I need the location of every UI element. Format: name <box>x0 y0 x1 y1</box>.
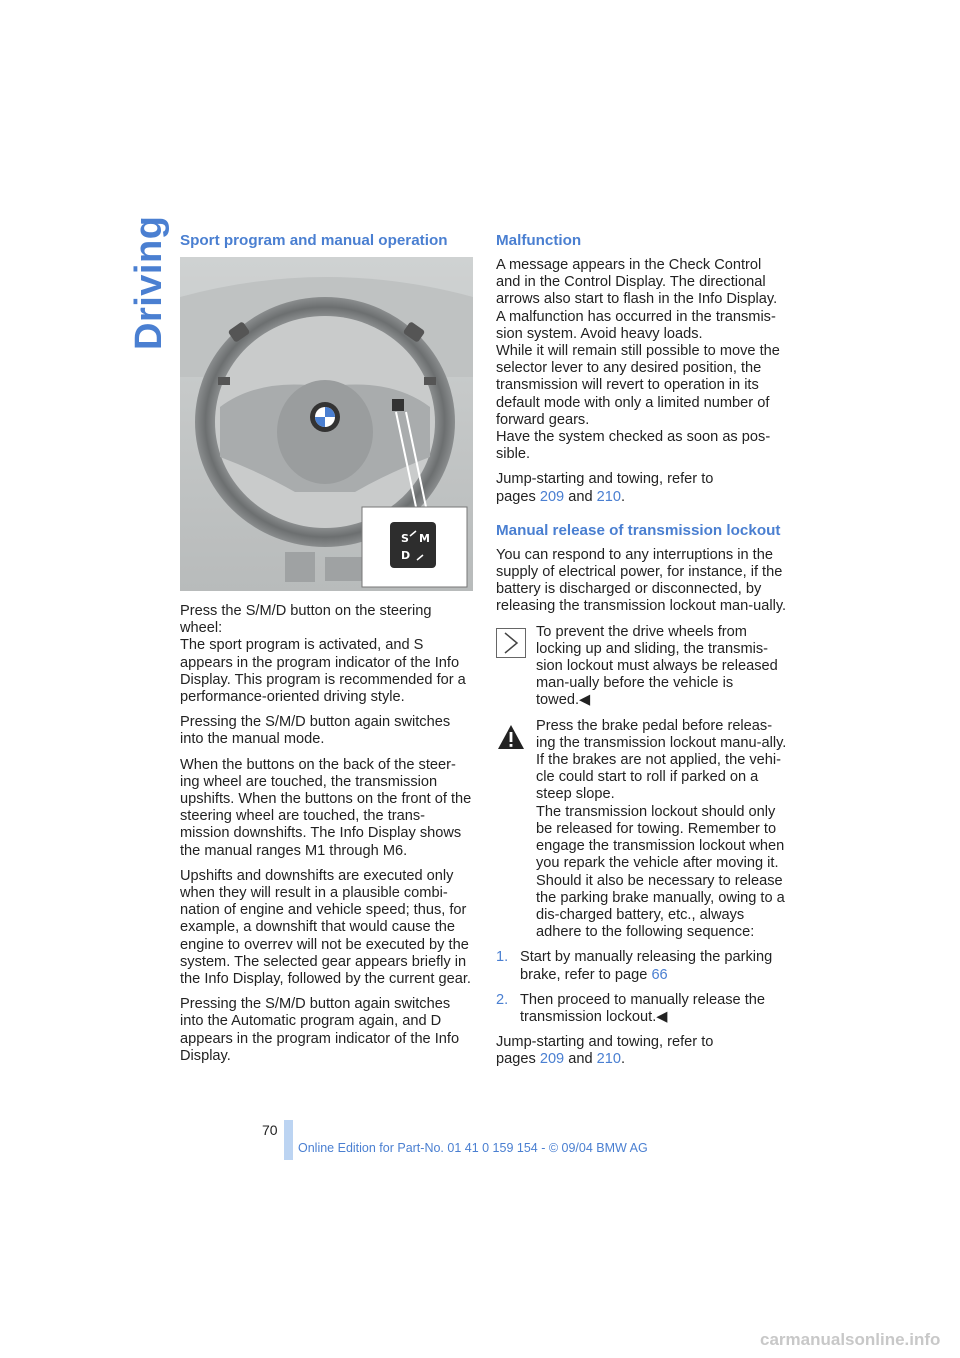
steering-wheel-illustration <box>180 257 473 591</box>
page-link-209[interactable]: 209 <box>539 1051 565 1068</box>
page-link-210[interactable]: 210 <box>596 1051 622 1068</box>
paragraph: Pressing the S/M/D button again switches into the manual mode. <box>180 714 451 748</box>
page-link-210[interactable]: 210 <box>596 488 622 505</box>
and-word: and <box>568 488 593 505</box>
jump-start-reference <box>496 1034 789 1068</box>
right-column <box>496 232 789 1077</box>
heading-manual-release: Manual release of transmission lockout <box>496 521 781 539</box>
jump-start-reference <box>496 471 789 505</box>
warning-block <box>496 718 789 942</box>
pages-word: pages <box>496 488 536 505</box>
edition-text: Online Edition for Part-No. 01 41 0 159 154 - © 09/04 BMW AG <box>298 1141 648 1155</box>
section-tab-label: Driving <box>128 215 170 350</box>
paragraph: Upshifts and downshifts are executed only when they will result in a plausible combi-nation of engine and vehicle speed; thus, for example, a downshift that would cause the engine to overrev will not be executed by the system. The selected gear appears briefly in the Info Display, followed by the current gear. <box>180 867 471 988</box>
svg-text:M: M <box>419 532 430 545</box>
period: . <box>621 488 626 505</box>
watermark: carmanualsonline.info <box>760 1330 941 1349</box>
svg-text:S: S <box>401 532 409 545</box>
footer-bar <box>284 1120 293 1160</box>
paragraph: Press the S/M/D button on the steering wheel: The sport program is activated, and S appears in the program indicator of the Info Display. This program is recommended for a performance-oriented driving style. <box>180 603 466 706</box>
heading-sport-program: Sport program and manual operation <box>180 232 448 249</box>
warning-text: Press the brake pedal before releas-ing the transmission lockout manu-ally. If the brakes are not applied, the vehi-cle could start to roll if parked on a steep slope. The transmission lockout should only be released for towing. Remember to engage the transmission lockout when you repark the vehicle after moving it. Should it also be necessary to release the parking brake manually, owing to a dis-charged battery, etc., always adhere to the following sequence: <box>536 717 787 941</box>
note-arrow-icon <box>496 628 526 658</box>
page-link-66[interactable]: 66 <box>651 966 668 983</box>
list-item <box>496 992 789 1026</box>
jump-start-text: Jump-starting and towing, refer to <box>496 471 714 488</box>
release-text: You can respond to any interruptions in the supply of electrical power, for instance, if the battery is discharged or disconnected, by releasing the transmission lockout man-ually. <box>496 546 787 615</box>
list-item <box>496 949 789 983</box>
steering-wheel-figure <box>180 257 473 591</box>
pages-word: pages <box>496 1051 536 1068</box>
note-text: To prevent the drive wheels from locking up and sliding, the transmis-sion lockout must always be released man-ually before the vehicle is towed.◀ <box>536 623 778 709</box>
heading-malfunction: Malfunction <box>496 232 582 249</box>
jump-start-text: Jump-starting and towing, refer to <box>496 1034 714 1051</box>
and-word: and <box>568 1051 593 1068</box>
step-number: 1. <box>496 949 509 966</box>
step-text: Start by manually releasing the parking brake, refer to page <box>520 949 773 983</box>
period: . <box>621 1051 626 1068</box>
malfunction-text: A message appears in the Check Control and in the Control Display. The directional arrows also start to flash in the Info Display. A malfunction has occurred in the transmis-sion system. Avoid heavy loads. While it will remain still possible to move the selector lever to any desired position, the transmission will revert to operation in its default mode with only a limited number of forward gears. Have the system checked as soon as pos-sible. <box>496 257 780 463</box>
paragraph: When the buttons on the back of the steer-ing wheel are touched, the transmission upshifts. When the buttons on the front of the steering wheel are touched, the trans-mission downshifts. The Info Display shows the manual ranges M1 through M6. <box>180 756 472 859</box>
svg-text:D: D <box>401 549 411 562</box>
steps-list <box>496 949 789 1026</box>
section-tab <box>128 215 170 350</box>
page-number: 70 <box>262 1122 278 1138</box>
paragraph: Pressing the S/M/D button again switches into the Automatic program again, and D appears in the program indicator of the Info Display. <box>180 996 460 1064</box>
warning-triangle-icon <box>496 722 526 752</box>
page-link-209[interactable]: 209 <box>539 488 565 505</box>
step-text: Then proceed to manually release the transmission lockout.◀ <box>520 991 766 1025</box>
step-number: 2. <box>496 991 509 1008</box>
note-block <box>496 624 789 710</box>
left-column <box>180 232 473 1073</box>
